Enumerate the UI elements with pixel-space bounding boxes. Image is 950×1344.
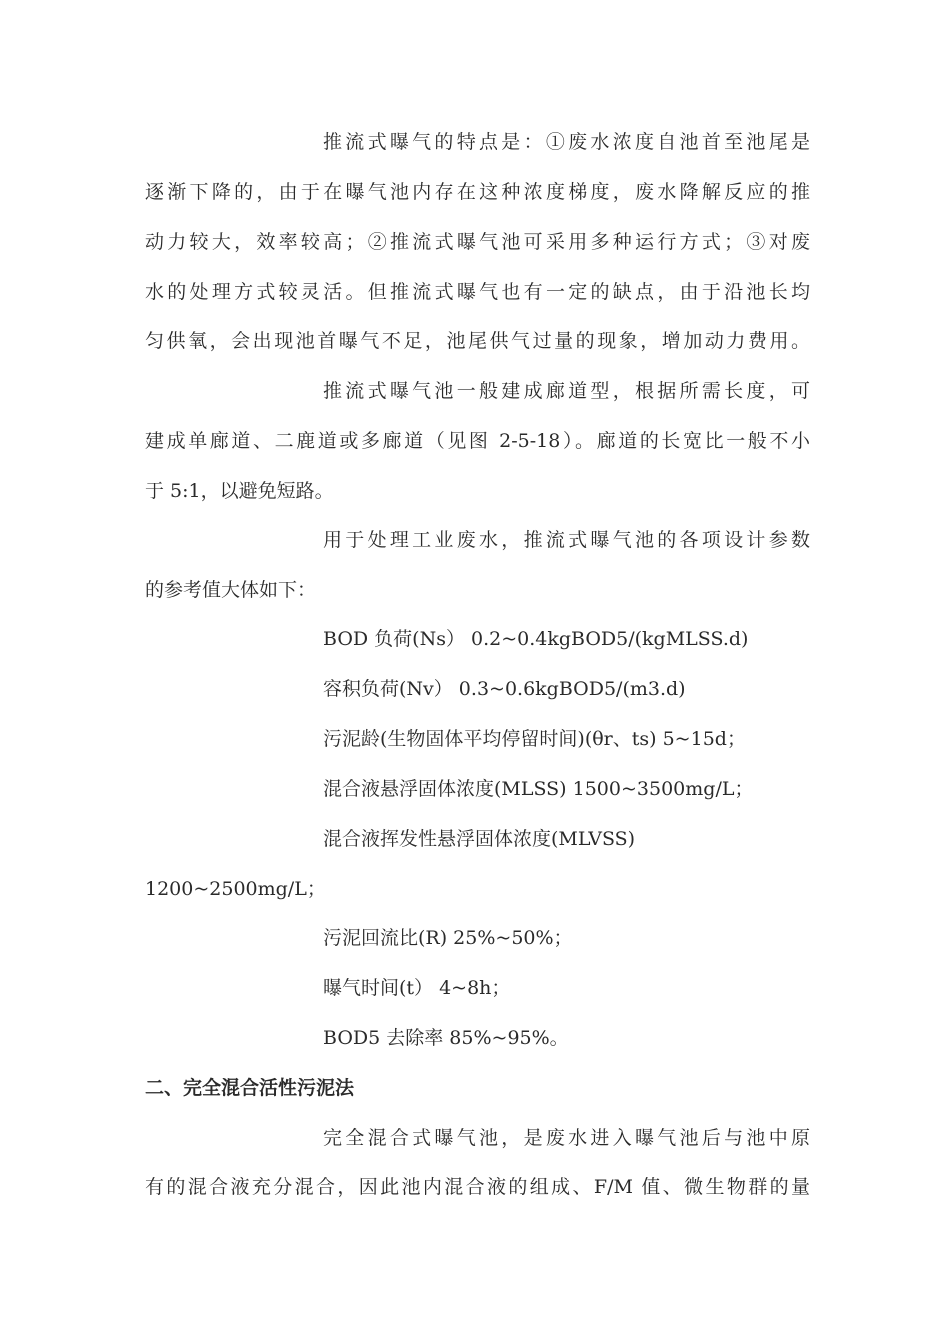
paragraph-2-line-1: 推流式曝气池一般建成廊道型，根据所需长度，可 — [323, 380, 810, 402]
paragraph-1-line-3: 动力较大，效率较高；②推流式曝气池可采用多种运行方式；③对废 — [145, 231, 810, 253]
parameter-mlss: 混合液悬浮固体浓度(MLSS) 1500~3500mg/L； — [323, 778, 754, 800]
paragraph-2-line-3: 于 5:1，以避免短路。 — [145, 480, 334, 502]
parameter-mlvss-value: 1200~2500mg/L； — [145, 878, 326, 900]
section-heading: 二、完全混合活性污泥法 — [145, 1077, 355, 1099]
paragraph-1-line-5: 匀供氧，会出现池首曝气不足，池尾供气过量的现象，增加动力费用。 — [145, 330, 810, 352]
paragraph-2-line-2: 建成单廊道、二鹿道或多廊道（见图 2-5-18）。廊道的长宽比一般不小 — [145, 430, 810, 452]
paragraph-4-line-1: 完全混合式曝气池，是废水进入曝气池后与池中原 — [323, 1127, 810, 1149]
paragraph-1-line-4: 水的处理方式较灵活。但推流式曝气也有一定的缺点，由于沿池长均 — [145, 281, 810, 303]
paragraph-1-line-1: 推流式曝气的特点是：①废水浓度自池首至池尾是 — [323, 131, 810, 153]
parameter-volume-load: 容积负荷(Nv） 0.3~0.6kgBOD5/(m3.d) — [323, 678, 686, 700]
paragraph-1-line-2: 逐渐下降的，由于在曝气池内存在这种浓度梯度，废水降解反应的推 — [145, 181, 810, 203]
parameter-mlvss: 混合液挥发性悬浮固体浓度(MLVSS) — [323, 828, 636, 850]
parameter-bod-load: BOD 负荷(Ns） 0.2~0.4kgBOD5/(kgMLSS.d) — [323, 628, 749, 650]
parameter-return-ratio: 污泥回流比(R) 25%~50%； — [323, 927, 573, 949]
paragraph-3-line-2: 的参考值大体如下： — [145, 579, 317, 601]
paragraph-3-line-1: 用于处理工业废水，推流式曝气池的各项设计参数 — [323, 529, 810, 551]
paragraph-4-line-2: 有的混合液充分混合，因此池内混合液的组成、F/M 值、微生物群的量 — [145, 1176, 810, 1198]
parameter-aeration-time: 曝气时间(t） 4~8h； — [323, 977, 511, 999]
parameter-bod5-removal: BOD5 去除率 85%~95%。 — [323, 1027, 569, 1049]
parameter-sludge-age: 污泥龄(生物固体平均停留时间)(θr、ts) 5~15d； — [323, 728, 746, 750]
